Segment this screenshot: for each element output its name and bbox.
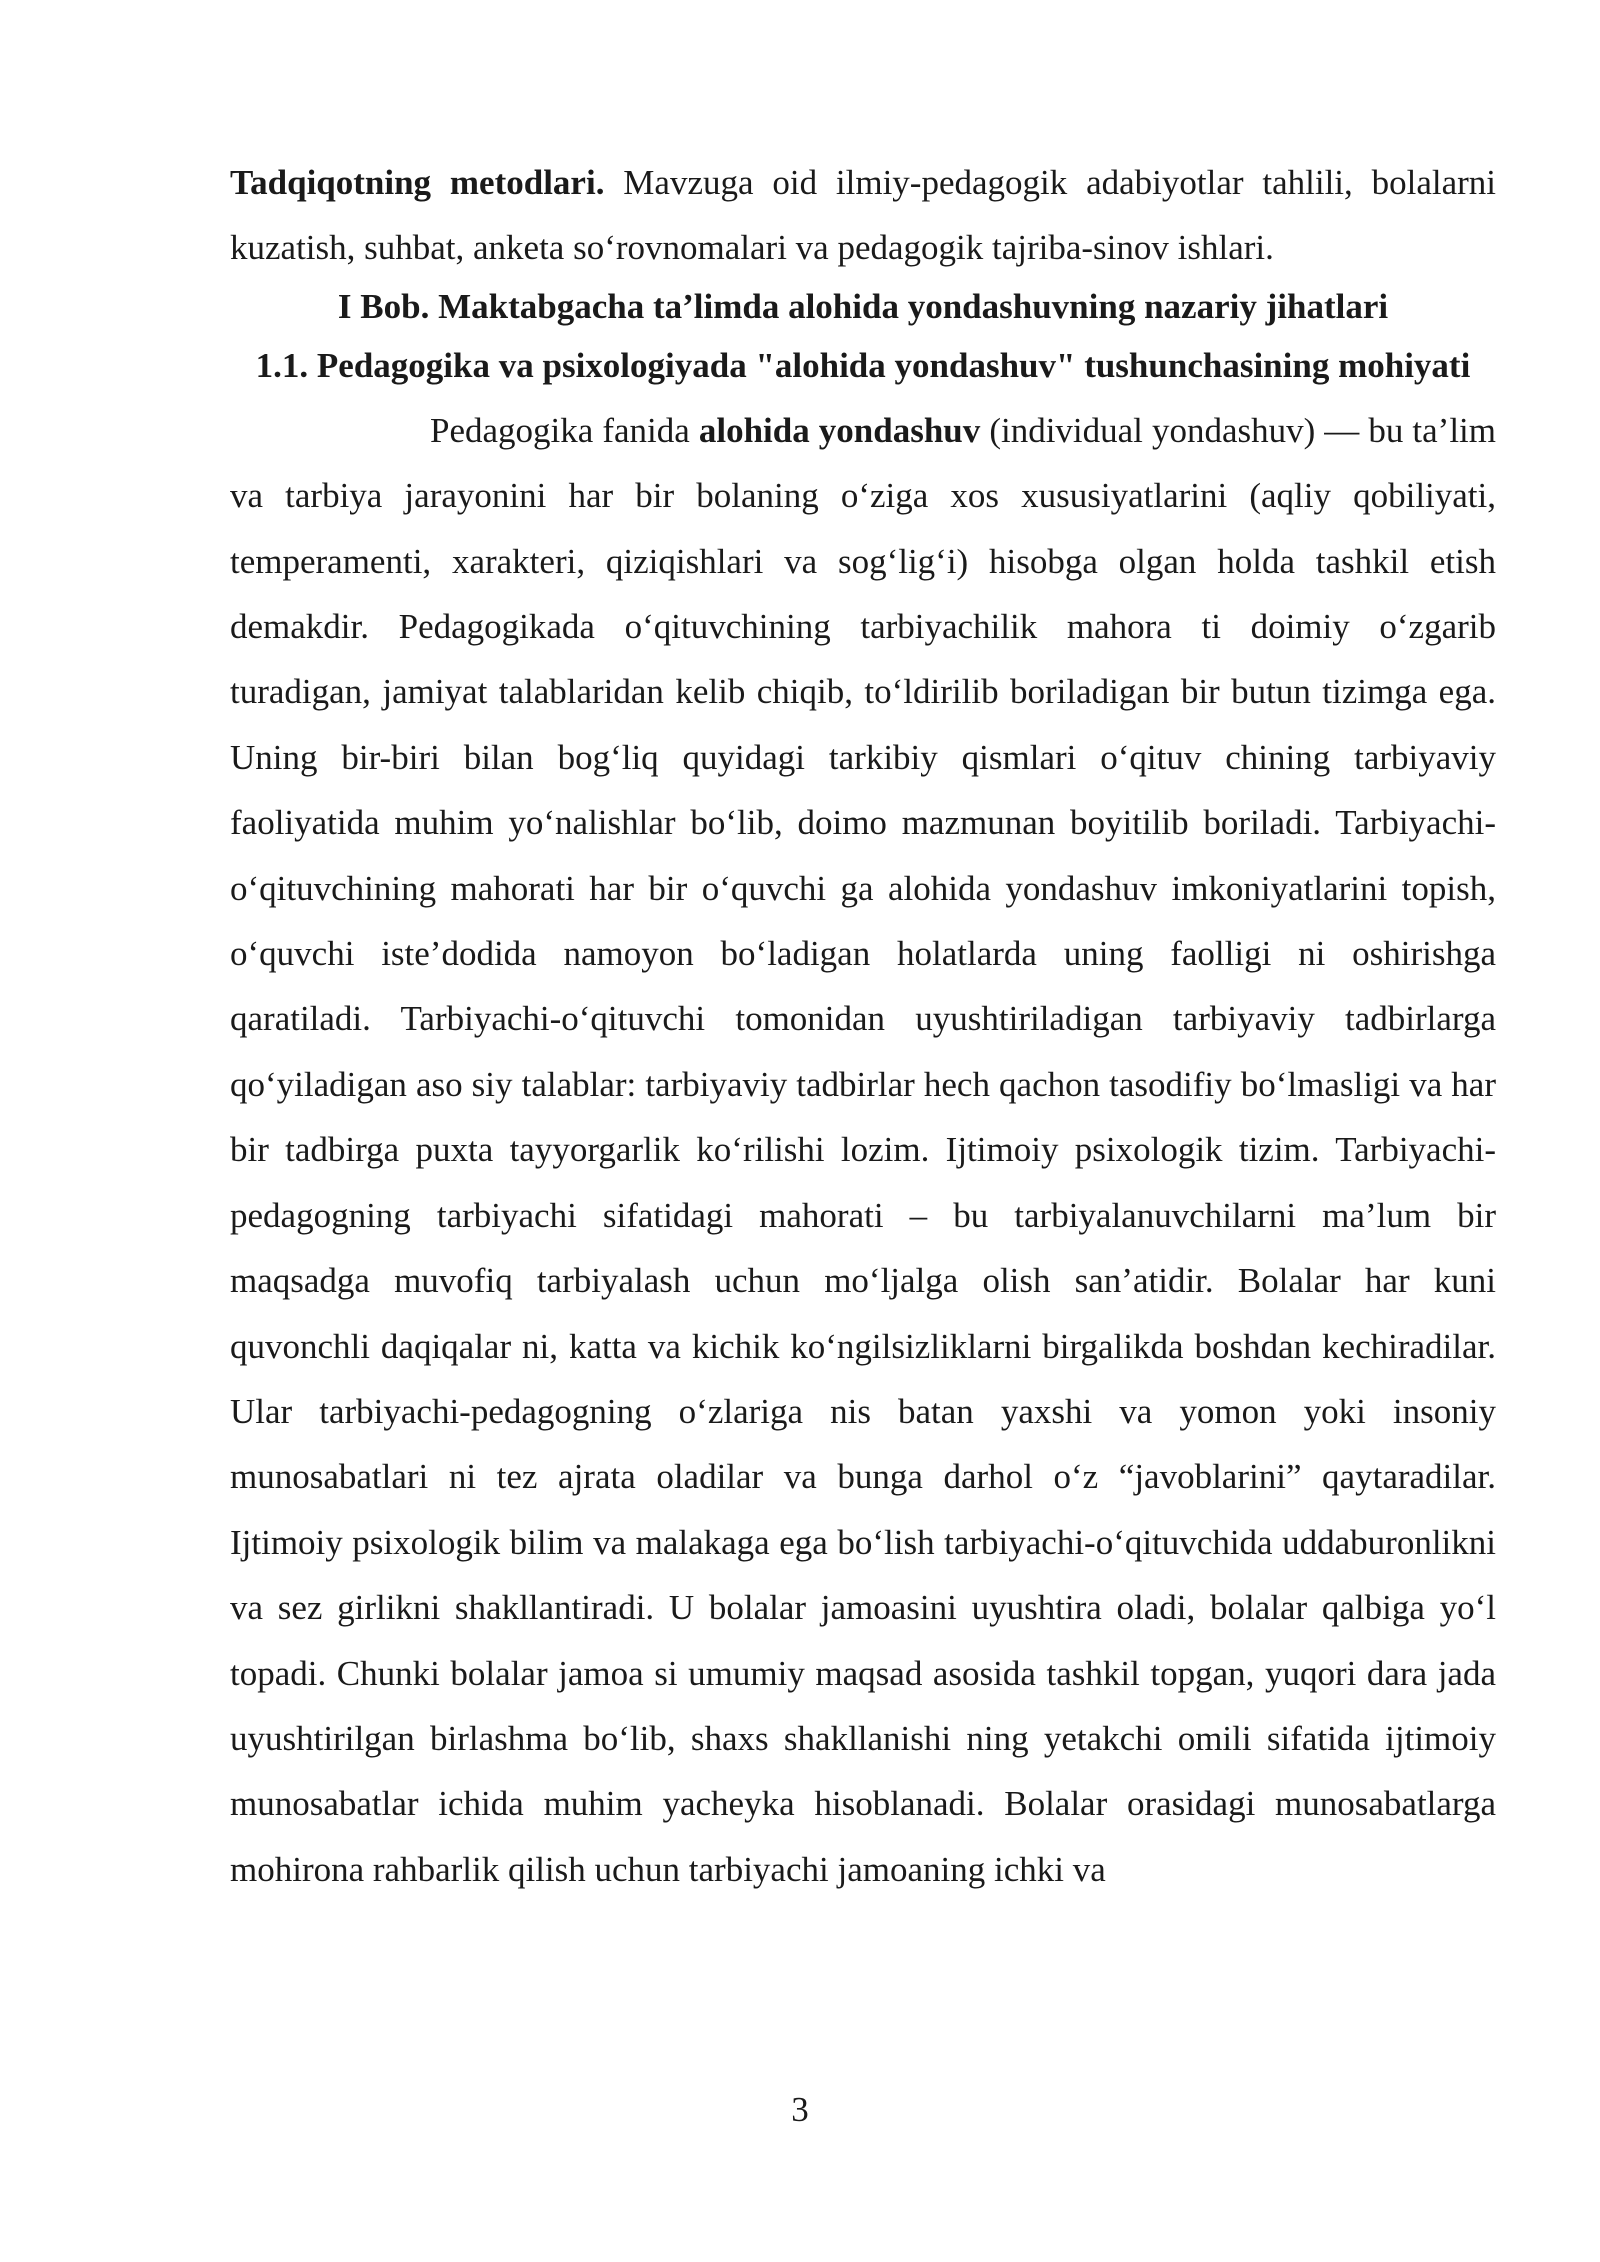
chapter-title: I Bob. Maktabgacha ta’limda alohida yondashuvning nazariy jihatlari (337, 286, 1389, 326)
section-title: 1.1. Pedagogika va psixologiyada "alohida yondashuv" tushunchasining mohiyati (255, 345, 1471, 385)
body-intro: Pedagogika fanida (430, 410, 699, 450)
body-term: alohida yondashuv (698, 410, 981, 450)
methods-paragraph (230, 150, 1496, 281)
methods-text: Mavzuga oid ilmiy-pedagogik adabiyotlar tahlili, bolalarni kuzatish, suhbat, anketa so‘rovnomalari va pedagogik tajriba-sinov ishlari. (230, 163, 1497, 268)
body-text: (individual yondashuv) — bu ta’lim va tarbiya jarayonini har bir bolaning o‘ziga xos xususiyatlarini (aqliy qobiliyati, temperamenti, xarakteri, qiziqishlari va sog‘lig‘i) hisobga olgan holda tashkil etish demakdir. Pedagogikada o‘qituvchining tarbiyachilik mahora ti doimiy o‘zgarib turadigan, jamiyat talablaridan kelib chiqib, to‘ldirilib boriladigan bir butun tizimga ega. Uning bir-biri bilan bog‘liq quyidagi tarkibiy qismlari o‘qituv chining tarbiyaviy faoliyatida muhim yo‘nalishlar bo‘lib, doimo mazmunan boyitilib boriladi. Tarbiyachi-o‘qituvchining mahorati har bir o‘quvchi ga alohida yondashuv imkoniyatlarini topish, o‘quvchi iste’dodida namoyon bo‘ladigan holatlarda uning faolligi ni oshirishga qaratiladi. Tarbiyachi-o‘qituvchi tomonidan uyushtiriladigan tarbiyaviy tadbirlarga qo‘yiladigan aso siy talablar: tarbiyaviy tadbirlar hech qachon tasodifiy bo‘lmasligi va har bir tadbirga puxta tayyorgarlik ko‘rilishi lozim. Ijtimoiy psixologik tizim. Tarbiyachi-pedagogning tarbiyachi sifatidagi mahorati – bu tarbiyalanuvchilarni ma’lum bir maqsadga muvofiq tarbiyalash uchun mo‘ljalga olish san’atidir. Bolalar har kuni quvonchli daqiqalar ni, katta va kichik ko‘ngilsizliklarni birgalikda boshdan kechiradilar. Ular tarbiyachi-pedagogning o‘zlariga nis batan yaxshi va yomon yoki insoniy munosabatlari ni tez ajrata oladilar va bunga darhol o‘z “javoblarini” qaytaradilar. Ijtimoiy psixologik bilim va malakaga ega bo‘lish tarbiyachi-o‘qituvchida uddaburonlikni va sez girlikni shakllantiradi. U bolalar jamoasini uyushtira oladi, bolalar qalbiga yo‘l topadi. Chunki bolalar jamoa si umumiy maqsad asosida tashkil topgan, yuqori dara jada uyushtirilgan birlashma bo‘lib, shaxs shakllanishi ning yetakchi omili sifatida ijtimoiy munosabatlar ichida muhim yacheyka hisoblanadi. Bolalar orasidagi munosabatlarga mohirona rahbarlik qilish uchun tarbiyachi jamoaning ichki va (230, 410, 1496, 1889)
page-number: 3 (791, 2090, 809, 2129)
methods-label: Tadqiqotning metodlari. (230, 163, 605, 202)
body-paragraph (230, 398, 1496, 1902)
document-page (230, 150, 1496, 1902)
